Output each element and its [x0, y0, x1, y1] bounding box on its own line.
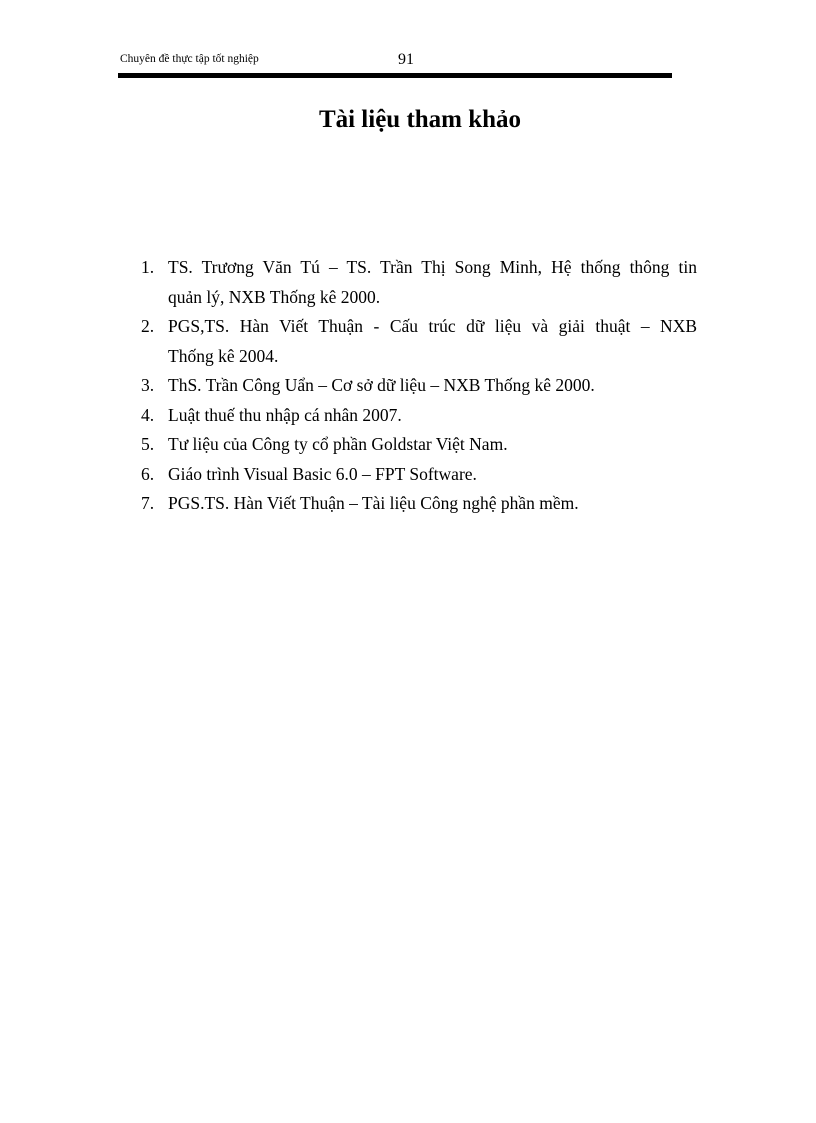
reference-item-3	[0, 371, 697, 401]
reference-text-line: Tư liệu của Công ty cổ phần Goldstar Việt Nam.	[168, 434, 508, 454]
reference-item-1	[0, 253, 697, 312]
header-document-title: Chuyên đề thực tập tốt nghiệp	[120, 53, 259, 65]
reference-text-line: Giáo trình Visual Basic 6.0 – FPT Software.	[168, 463, 477, 484]
reference-list	[0, 253, 697, 519]
reference-text-line: TS. Trương Văn Tú – TS. Trần Thị Song Minh, Hệ thống thông tin	[168, 257, 697, 277]
reference-number: 3.	[141, 375, 155, 395]
reference-item-2	[0, 312, 697, 371]
reference-number: 4.	[141, 404, 155, 425]
reference-item-4	[0, 401, 697, 431]
reference-text-line: PGS.TS. Hàn Viết Thuận – Tài liệu Công nghệ phần mềm.	[168, 493, 579, 513]
reference-item-7	[0, 489, 697, 519]
reference-number: 1.	[141, 257, 155, 277]
reference-item-5	[0, 430, 697, 460]
reference-number: 6.	[141, 463, 155, 484]
reference-number: 7.	[141, 493, 155, 513]
reference-text-line: PGS,TS. Hàn Viết Thuận - Cấu trúc dữ liệu và giải thuật – NXB	[168, 316, 697, 336]
page-title: Tài liệu tham khảo	[318, 106, 522, 133]
reference-item-6	[0, 460, 697, 490]
page-number: 91	[398, 51, 414, 68]
reference-text-line: Luật thuế thu nhập cá nhân 2007.	[168, 404, 402, 425]
reference-text-line: quản lý, NXB Thống kê 2000.	[168, 286, 381, 307]
reference-text-line: ThS. Trần Công Uẩn – Cơ sở dữ liệu – NXB Thống kê 2000.	[168, 375, 595, 395]
header-divider	[118, 73, 672, 78]
reference-number: 2.	[141, 316, 155, 336]
reference-text-line: Thống kê 2004.	[168, 345, 279, 366]
reference-number: 5.	[141, 434, 155, 454]
